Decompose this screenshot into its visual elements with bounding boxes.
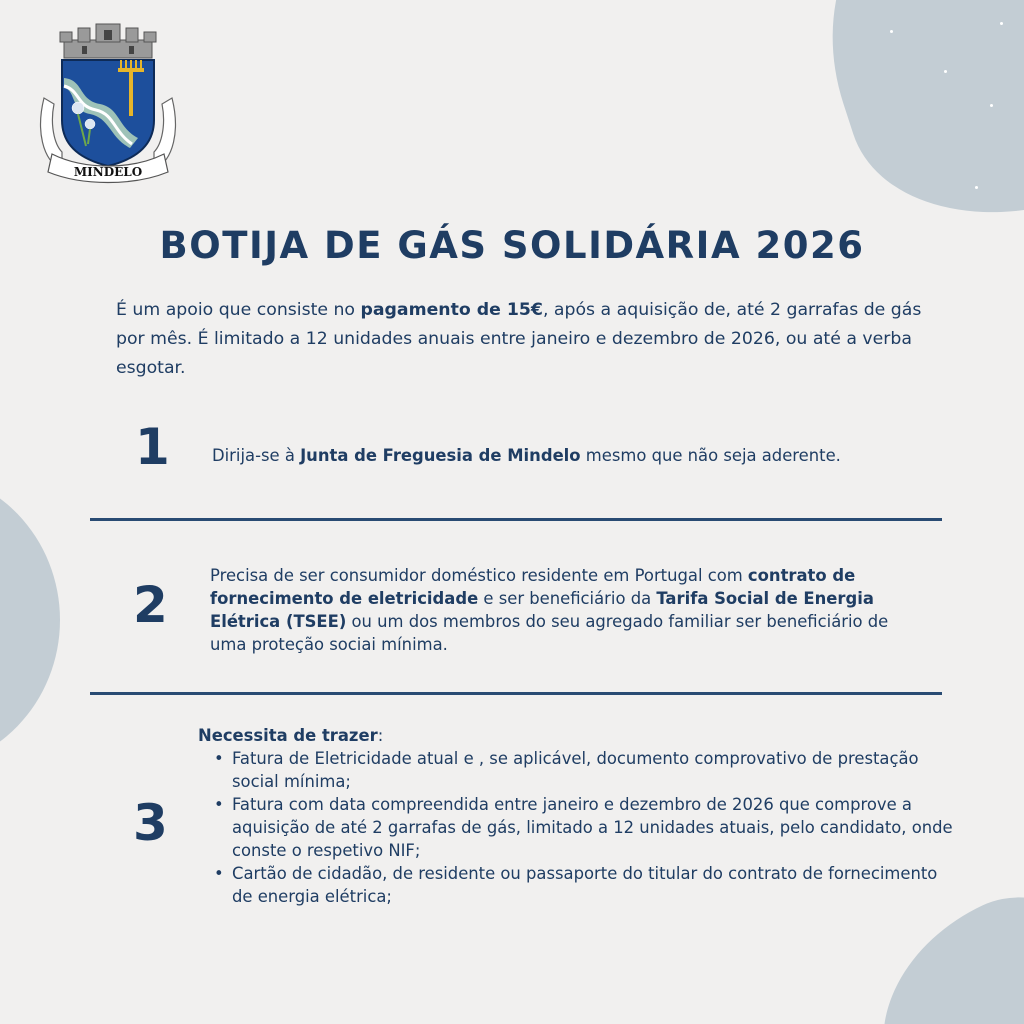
decorative-dot bbox=[990, 104, 993, 107]
step-text-part: e ser beneficiário da bbox=[478, 589, 657, 608]
step-highlight: contrato de fornecimento de eletricidade bbox=[210, 566, 856, 608]
crest-label: MINDELO bbox=[73, 165, 143, 179]
step-text-part: Dirija-se à bbox=[212, 446, 301, 465]
decorative-dot bbox=[890, 30, 893, 33]
step-number: 2 bbox=[133, 576, 168, 634]
step-number: 1 bbox=[135, 418, 170, 476]
needs-heading-suffix: : bbox=[377, 726, 384, 745]
needs-heading-text: Necessita de trazer bbox=[198, 726, 378, 745]
intro-text: É um apoio que consiste no bbox=[116, 300, 361, 320]
needs-heading bbox=[198, 724, 958, 747]
intro-text: , após a aquisição de, até 2 garrafas de gás por mês. É limitado a 12 unidades anuais entre janeiro e dezembro de 2026, ou até a verba esgotar. bbox=[116, 300, 922, 378]
step-3-text bbox=[198, 724, 958, 908]
step-text-part: mesmo que não seja aderente. bbox=[580, 446, 841, 465]
divider bbox=[90, 518, 942, 521]
decorative-blob-left bbox=[0, 470, 60, 770]
decorative-blob-top-right bbox=[788, 0, 1024, 257]
decorative-dot bbox=[975, 186, 978, 189]
list-item: • Fatura de Eletricidade atual e , se aplicável, documento comprovativo de prestação social mínima; bbox=[214, 747, 958, 793]
mindelo-coat-of-arms-logo bbox=[34, 20, 182, 186]
intro-paragraph bbox=[116, 296, 936, 383]
step-text-part: Precisa de ser consumidor doméstico residente em Portugal com bbox=[210, 566, 748, 585]
list-item: • Fatura com data compreendida entre janeiro e dezembro de 2026 que comprove a aquisição de até 2 garrafas de gás, limitado a 12 unidades atuais, pelo candidato, onde conste o respetivo NIF; bbox=[214, 793, 958, 862]
intro-highlight: pagamento de 15€ bbox=[360, 300, 543, 320]
divider bbox=[90, 692, 942, 695]
step-1-text bbox=[212, 444, 912, 467]
page-title: BOTIJA DE GÁS SOLIDÁRIA 2026 bbox=[159, 224, 865, 267]
decorative-dot bbox=[1000, 22, 1003, 25]
step-highlight: Junta de Freguesia de Mindelo bbox=[300, 446, 581, 465]
step-number: 3 bbox=[133, 794, 168, 852]
needs-list bbox=[214, 747, 958, 908]
step-highlight: Tarifa Social de Energia Elétrica (TSEE) bbox=[210, 589, 874, 631]
step-text-part: ou um dos membros do seu agregado familiar ser beneficiário de uma proteção sociai mínima. bbox=[210, 612, 889, 654]
step-2-text bbox=[210, 564, 900, 656]
list-item: • Cartão de cidadão, de residente ou passaporte do titular do contrato de fornecimento de energia elétrica; bbox=[214, 862, 958, 908]
decorative-dot bbox=[944, 70, 947, 73]
